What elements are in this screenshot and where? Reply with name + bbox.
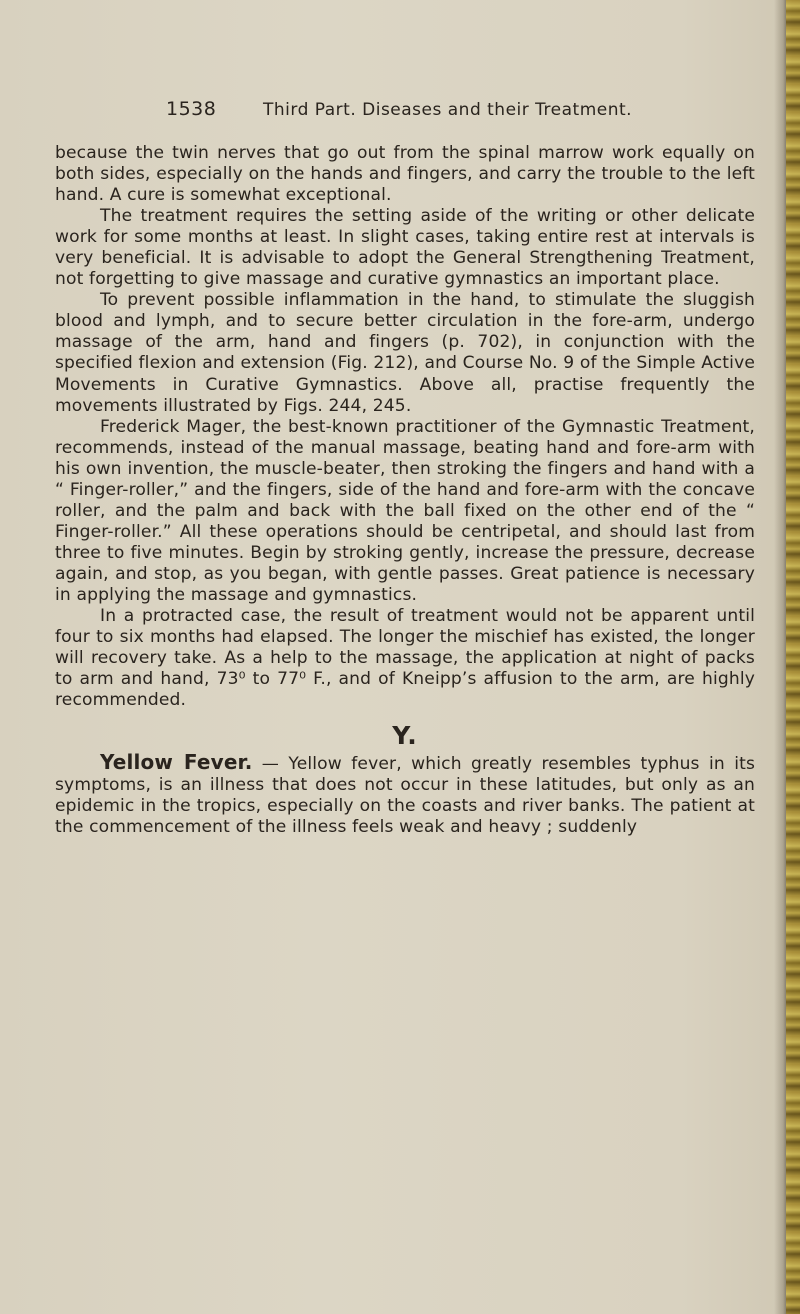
paragraph: Frederick Mager, the best-known practitioner of the Gymnastic Treatment, recommends, instead of the manual massage, beating hand and fore-arm with his own invention, the muscle-beater, then stroking the fingers and hand with a “ Finger-roller,” and the fingers, side of the hand and fore-arm with the concave roller, and the palm and back with the ball fixed on the other end of the “ Finger-roller.” All these operations should be centripetal, and should last from three to five minutes. Begin by stroking gently, increase the pressure, decrease again, and stop, as you began, with gentle passes. Great patience is necessary in applying the massage and gymnastics. — [55, 416, 755, 605]
running-header — [166, 98, 766, 120]
paragraph: The treatment requires the setting aside of the writing or other delicate work for some months at least. In slight cases, taking entire rest at intervals is very beneficial. It is advisable to adopt the General Strengthening Treatment, not forgetting to give massage and curative gymnastics an important place. — [55, 206, 755, 290]
entry-heading: Yellow Fever. — [100, 750, 253, 775]
paragraph: In a protracted case, the result of treatment would not be apparent until four to six months had elapsed. The longer the mischief has existed, the longer will recovery take. As a help to the massage, the application at night of packs to arm and hand, 73⁰ to 77⁰ F., and of Kneipp’s affusion to the arm, are highly recommended. — [55, 606, 755, 711]
section-letter: Y. — [392, 721, 418, 751]
entry-body: — Yellow fever, which greatly resembles typhus in its symptoms, is an illness that does not occur in these latitudes, but only as an epidemic in the tropics, especially on the coasts and river banks. The patient at the commencement of the illness feels weak and heavy ; suddenly — [55, 754, 755, 838]
page-number: 1538 — [166, 98, 217, 120]
paragraph: To prevent possible inflammation in the hand, to stimulate the sluggish blood and lymph, and to secure better circulation in the fore-arm, undergo massage of the arm, hand and fingers (p. 702), in conjunction with the specified flexion and extension (Fig. 212), and Course No. 9 of the Simple Active Movements in Curative Gymnastics. Above all, practise frequently the movements illustrated by Figs. 244, 245. — [55, 290, 755, 416]
running-title: Third Part. Diseases and their Treatment. — [263, 100, 633, 120]
body-text — [55, 143, 755, 839]
paragraph: because the twin nerves that go out from the spinal marrow work equally on both sides, especially on the hands and fingers, and carry the trouble to the left hand. A cure is somewhat exceptional. — [55, 143, 755, 206]
gilt-page-edge — [786, 0, 800, 1314]
section-paragraph — [55, 752, 755, 838]
